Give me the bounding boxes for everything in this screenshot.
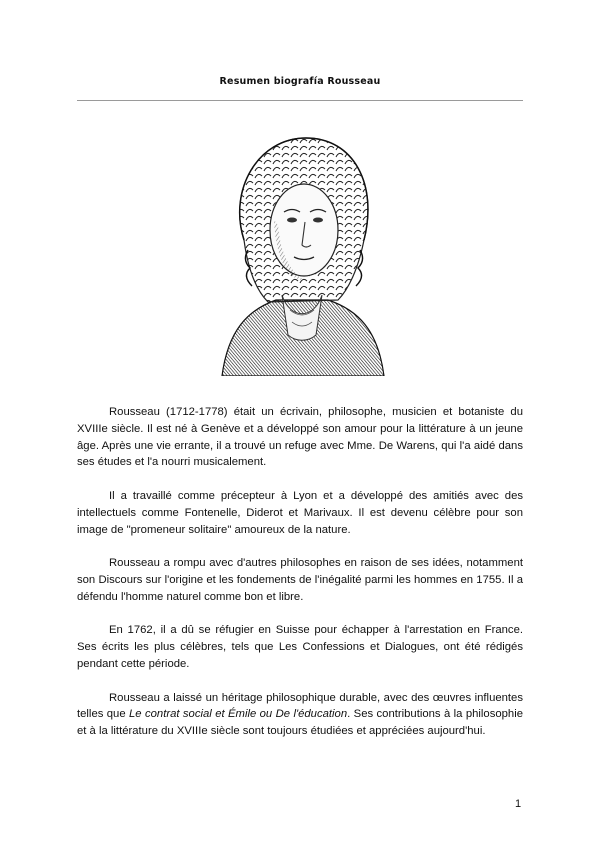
title-divider: [77, 100, 523, 101]
rousseau-portrait-engraving: [218, 130, 386, 376]
paragraph-5-end: . Ses contributions à la philosophie et à la littérature du XVIIIe siècle sont toujours étudiées et appréciées aujourd'hui.: [77, 708, 523, 738]
paragraph-3: Rousseau a rompu avec d'autres philosophes en raison de ses idées, notamment son Discours sur l'origine et les fondements de l'inégalité parmi les hommes en 1755. Il a défendu l'homme naturel comme bon et libre.: [77, 557, 523, 603]
page-number: 1: [515, 798, 522, 810]
paragraph-2: Il a travaillé comme précepteur à Lyon et a développé des amitiés avec des intellectuels comme Fontenelle, Diderot et Marivaux. Il est devenu célèbre pour son image de "promeneur solitaire" amoureux de la nature.: [77, 489, 523, 536]
biography-body: [77, 404, 523, 757]
document-title: Resumen biografía Rousseau: [219, 76, 381, 87]
paragraph-1: Rousseau (1712-1778) était un écrivain, philosophe, musicien et botaniste du XVIIIe siècle. Il est né à Genève et a développé son amour pour la littérature à un jeune âge. Après une vie errante, il a trouvé un refuge avec Mme. De Warens, qui l'a aidé dans ses études et l'a nourri musicalement.: [77, 406, 523, 469]
paragraph-5-start: Rousseau a laissé un héritage philosophique durable, avec des œuvres influentes telles que: [77, 691, 523, 721]
paragraph-4: En 1762, il a dû se réfugier en Suisse pour échapper à l'arrestation en France. Ses écrits les plus célèbres, tels que Les Confessions et Dialogues, ont été rédigés pendant cette période.: [77, 624, 523, 670]
works-titles: Le contrat social et Émile ou De l'éducation: [129, 708, 348, 721]
paragraph-5: [77, 690, 523, 740]
